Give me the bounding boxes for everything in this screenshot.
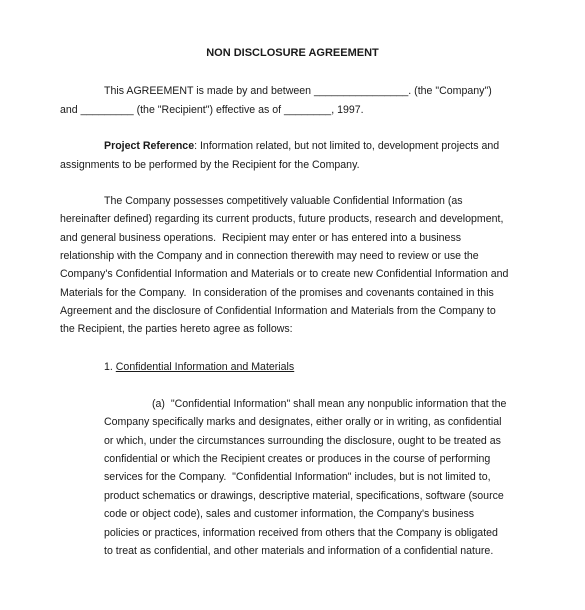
paragraph-a-line-5: services for the Company. "Confidential Information" includes, but is not limited to,: [104, 471, 491, 483]
company-paragraph-line-6: Materials for the Company. In consideration of the promises and covenants contained in this: [60, 287, 494, 299]
section-1-number: 1.: [104, 361, 116, 373]
company-paragraph-line-1: The Company possesses competitively valuable Confidential Information (as: [104, 195, 463, 207]
intro-line-1: This AGREEMENT is made by and between ________________. (the "Company"): [104, 85, 492, 97]
paragraph-a-line-3: or which, under the circumstances surrounding the disclosure, ought to be treated as: [104, 435, 501, 447]
paragraph-a-line-6: product schematics or drawings, descriptive material, specifications, software (source: [104, 490, 504, 502]
document-title: NON DISCLOSURE AGREEMENT: [206, 47, 379, 59]
paragraph-a-line-1: (a) "Confidential Information" shall mean any nonpublic information that the: [152, 398, 507, 410]
company-paragraph-line-5: Company's Confidential Information and Materials or to create new Confidential Information and: [60, 268, 509, 280]
section-1-heading: [104, 361, 294, 374]
company-paragraph-line-8: the Recipient, the parties hereto agree as follows:: [60, 323, 293, 335]
paragraph-a-line-4: confidential or which the Recipient creates or produces in the course of performing: [104, 453, 491, 465]
paragraph-a-line-8: policies or practices, information received from others that the Company is obligated: [104, 527, 498, 539]
section-1-title: Confidential Information and Materials: [115, 361, 295, 373]
project-reference-label: Project Reference: [104, 140, 195, 152]
project-reference-line-2: assignments to be performed by the Recipient for the Company.: [60, 159, 360, 171]
intro-line-2: and _________ (the "Recipient") effective as of ________, 1997.: [60, 104, 364, 116]
project-reference-line-1: [104, 140, 499, 153]
company-paragraph-line-7: Agreement and the disclosure of Confidential Information and Materials from the Company to: [60, 305, 496, 317]
company-paragraph-line-4: relationship with the Company and in connection therewith may need to review or use the: [60, 250, 479, 262]
paragraph-a-line-2: Company specifically marks and designates, either orally or in writing, as confidential: [104, 416, 502, 428]
paragraph-a-line-9: to treat as confidential, and other materials and information of a confidential nature.: [104, 545, 494, 557]
company-paragraph-line-2: hereinafter defined) regarding its current products, future products, research and development,: [60, 213, 504, 225]
project-reference-text: : Information related, but not limited to, development projects and: [194, 140, 500, 152]
company-paragraph-line-3: and general business operations. Recipient may enter or has entered into a business: [60, 232, 462, 244]
paragraph-a-line-7: code or object code), sales and customer information, the Company's business: [104, 508, 475, 520]
